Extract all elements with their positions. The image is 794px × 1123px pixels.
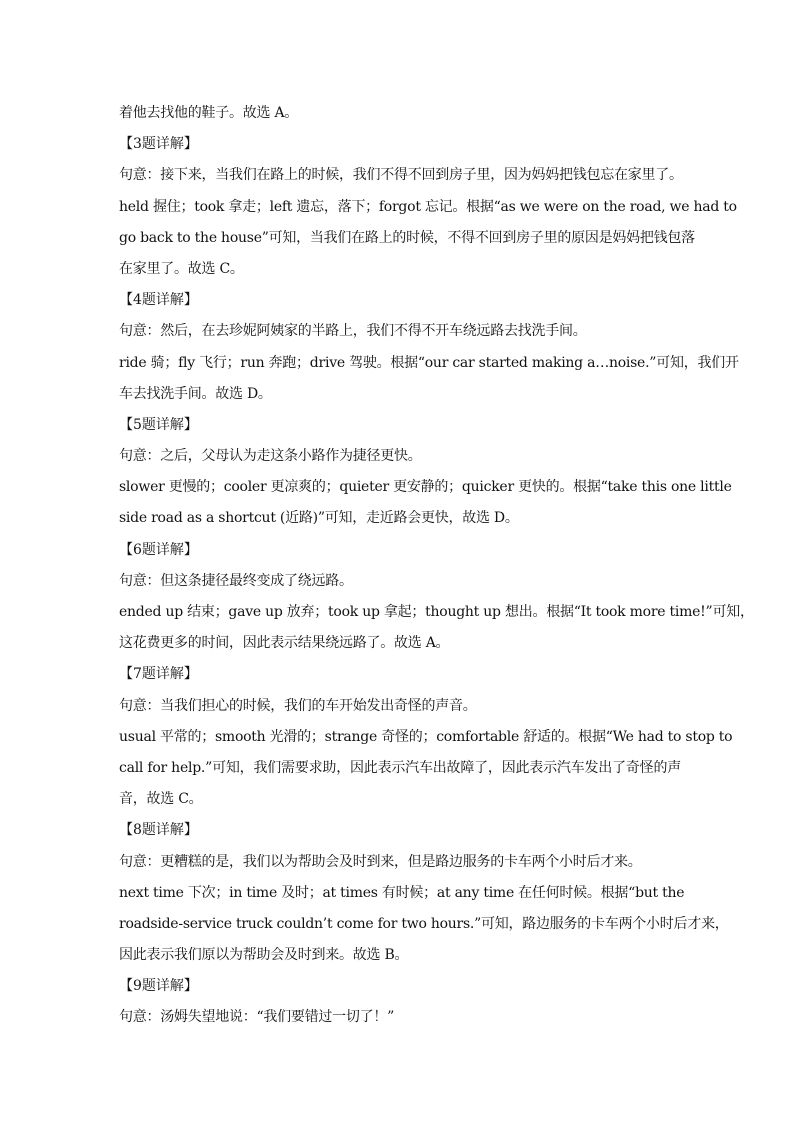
section-heading: 【6题详解】 bbox=[119, 541, 198, 558]
text-line: 因此表示我们原以为帮助会及时到来。故选 B。 bbox=[119, 947, 409, 964]
text-line: 着他去找他的鞋子。故选 A。 bbox=[119, 105, 299, 121]
text-line: go back to the house”可知，当我们在路上的时候，不得不回到房子里的原因是妈妈把钱包落 bbox=[119, 229, 695, 246]
document-page bbox=[119, 98, 754, 1034]
text-line: call for help.”可知，我们需要求助，因此表示汽车出故障了，因此表示汽车发出了奇怪的声 bbox=[119, 759, 681, 776]
text-line: held 握住；took 拿走；left 遗忘，落下；forgot 忘记。根据“as we were on the road, we had to bbox=[119, 198, 737, 215]
section-heading: 【7题详解】 bbox=[119, 666, 198, 683]
text-line: 句意：之后，父母认为走这条小路作为捷径更快。 bbox=[119, 448, 422, 465]
text-line: slower 更慢的；cooler 更凉爽的；quieter 更安静的；quicker 更快的。根据“take this one little bbox=[119, 479, 732, 496]
section-heading: 【8题详解】 bbox=[119, 822, 198, 839]
text-line: 句意：更糟糕的是，我们以为帮助会及时到来，但是路边服务的卡车两个小时后才来。 bbox=[119, 853, 642, 870]
text-line: ended up 结束；gave up 放弃；took up 拿起；thought up 想出。根据“It took more time!”可知， bbox=[119, 604, 754, 620]
text-line: 句意：然后，在去珍妮阿姨家的半路上，我们不得不开车绕远路去找洗手间。 bbox=[119, 323, 587, 340]
text-line: side road as a shortcut (近路)”可知，走近路会更快，故选 D。 bbox=[119, 510, 519, 527]
text-line: 句意：但这条捷径最终变成了绕远路。 bbox=[119, 572, 353, 589]
text-line: 在家里了。故选 C。 bbox=[119, 260, 244, 277]
text-line: usual 平常的；smooth 光滑的；strange 奇怪的；comfortable 舒适的。根据“We had to stop to bbox=[119, 728, 733, 745]
text-line: 句意：汤姆失望地说：“我们要错过一切了！” bbox=[119, 1009, 395, 1026]
text-line: 这花费更多的时间，因此表示结果绕远路了。故选 A。 bbox=[119, 635, 450, 652]
section-heading: 【5题详解】 bbox=[119, 416, 198, 433]
text-line: roadside-service truck couldn’t come for two hours.”可知，路边服务的卡车两个小时后才来， bbox=[119, 915, 729, 932]
text-line: 句意：接下来，当我们在路上的时候，我们不得不回到房子里，因为妈妈把钱包忘在家里了。 bbox=[119, 167, 683, 184]
text-line: ride 骑；fly 飞行；run 奔跑；drive 驾驶。根据“our car started making a…noise.”可知，我们开 bbox=[119, 354, 739, 371]
section-heading: 【4题详解】 bbox=[119, 292, 198, 309]
text-line: next time 下次；in time 及时；at times 有时候；at any time 在任何时候。根据“but the bbox=[119, 884, 685, 901]
text-line: 音，故选 C。 bbox=[119, 791, 203, 808]
section-heading: 【3题详解】 bbox=[119, 136, 198, 153]
text-line: 句意：当我们担心的时候，我们的车开始发出奇怪的声音。 bbox=[119, 697, 477, 714]
text-line: 车去找洗手间。故选 D。 bbox=[119, 385, 272, 402]
section-heading: 【9题详解】 bbox=[119, 978, 198, 995]
